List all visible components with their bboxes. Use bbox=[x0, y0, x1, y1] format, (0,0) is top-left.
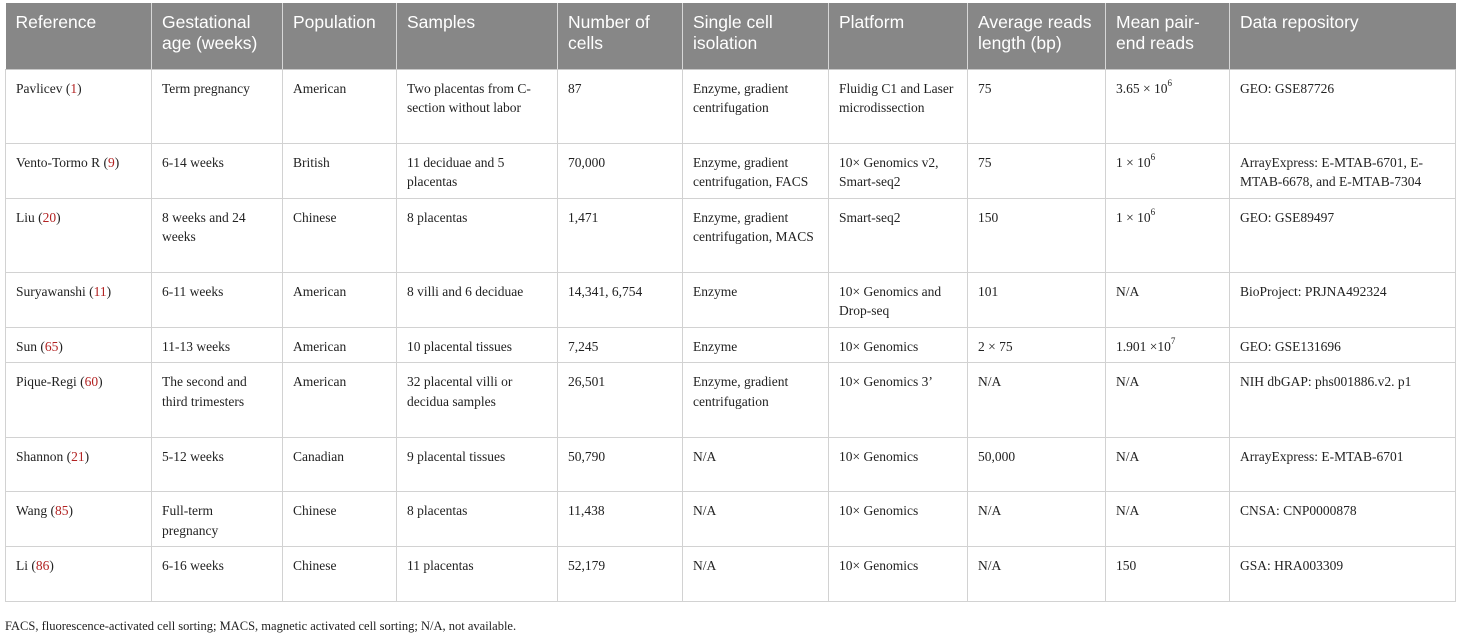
reference-link[interactable]: 1 bbox=[70, 80, 78, 96]
header-number-of-cells: Number of cells bbox=[558, 3, 683, 69]
reference-name: Shannon bbox=[16, 449, 64, 464]
cell-gestational-age: The second and third trimesters bbox=[152, 363, 283, 438]
reference-name: Li bbox=[16, 558, 28, 573]
reference-name: Vento-Tormo R bbox=[16, 154, 101, 170]
cell-data-repository: GEO: GSE131696 bbox=[1230, 327, 1456, 363]
table-row bbox=[6, 69, 1456, 143]
header-reference: Reference bbox=[6, 3, 152, 69]
reference-name: Liu bbox=[16, 209, 35, 225]
reference-name: Wang bbox=[16, 503, 48, 518]
cell-data-repository: ArrayExpress: E-MTAB-6701 bbox=[1230, 438, 1456, 492]
cell-gestational-age: 8 weeks and 24 weeks bbox=[152, 198, 283, 272]
cell-number-of-cells: 50,790 bbox=[558, 438, 683, 492]
cell-mean-pair-end-reads bbox=[1106, 363, 1230, 438]
cell-data-repository: GSA: HRA003309 bbox=[1230, 547, 1456, 602]
cell-platform: Smart-seq2 bbox=[829, 198, 968, 272]
cell-mean-pair-end-reads bbox=[1106, 547, 1230, 602]
cell-reference: Pavlicev (1) bbox=[6, 69, 152, 143]
cell-gestational-age: 11-13 weeks bbox=[152, 327, 283, 363]
cell-number-of-cells: 11,438 bbox=[558, 492, 683, 547]
cell-single-cell-isolation: Enzyme, gradient centrifugation, MACS bbox=[683, 198, 829, 272]
cell-average-reads-length: 101 bbox=[968, 272, 1106, 327]
cell-data-repository: BioProject: PRJNA492324 bbox=[1230, 272, 1456, 327]
cell-reference: Suryawanshi (11) bbox=[6, 272, 152, 327]
data-table bbox=[5, 3, 1456, 602]
cell-mean-pair-end-reads bbox=[1106, 143, 1230, 198]
cell-single-cell-isolation: Enzyme, gradient centrifugation bbox=[683, 363, 829, 438]
cell-mean-pair-end-reads bbox=[1106, 69, 1230, 143]
table-row bbox=[6, 327, 1456, 363]
cell-platform: 10× Genomics 3’ bbox=[829, 363, 968, 438]
cell-population: American bbox=[283, 327, 397, 363]
cell-number-of-cells: 7,245 bbox=[558, 327, 683, 363]
cell-samples: 8 placentas bbox=[397, 492, 558, 547]
reads-value: N/A bbox=[1116, 374, 1140, 389]
reference-link[interactable]: 85 bbox=[55, 503, 69, 518]
cell-population: Canadian bbox=[283, 438, 397, 492]
cell-data-repository: NIH dbGAP: phs001886.v2. p1 bbox=[1230, 363, 1456, 438]
cell-population: American bbox=[283, 69, 397, 143]
cell-average-reads-length: 75 bbox=[968, 69, 1106, 143]
reference-name: Pique-Regi bbox=[16, 374, 77, 389]
cell-samples: 10 placental tissues bbox=[397, 327, 558, 363]
cell-samples: Two placentas from C-section without labor bbox=[397, 69, 558, 143]
reads-value: 1.901 ×10 bbox=[1116, 338, 1171, 354]
cell-number-of-cells: 70,000 bbox=[558, 143, 683, 198]
cell-samples: 11 deciduae and 5 placentas bbox=[397, 143, 558, 198]
reference-name: Pavlicev bbox=[16, 80, 63, 96]
cell-gestational-age: Full-term pregnancy bbox=[152, 492, 283, 547]
cell-gestational-age: 6-14 weeks bbox=[152, 143, 283, 198]
cell-platform: 10× Genomics bbox=[829, 327, 968, 363]
cell-mean-pair-end-reads bbox=[1106, 438, 1230, 492]
reads-exponent: 6 bbox=[1150, 207, 1156, 217]
cell-reference: Wang (85) bbox=[6, 492, 152, 547]
cell-average-reads-length: N/A bbox=[968, 547, 1106, 602]
reference-name: Suryawanshi bbox=[16, 283, 86, 299]
table-header bbox=[6, 3, 1456, 69]
cell-data-repository: GEO: GSE89497 bbox=[1230, 198, 1456, 272]
cell-gestational-age: Term pregnancy bbox=[152, 69, 283, 143]
cell-reference: Vento-Tormo R (9) bbox=[6, 143, 152, 198]
cell-population: Chinese bbox=[283, 547, 397, 602]
reference-link[interactable]: 20 bbox=[42, 209, 57, 225]
cell-average-reads-length: 75 bbox=[968, 143, 1106, 198]
cell-single-cell-isolation: N/A bbox=[683, 547, 829, 602]
cell-mean-pair-end-reads bbox=[1106, 198, 1230, 272]
reads-value: 150 bbox=[1116, 558, 1137, 573]
table-row bbox=[6, 272, 1456, 327]
reads-exponent: 7 bbox=[1170, 336, 1176, 346]
cell-data-repository: ArrayExpress: E-MTAB-6701, E-MTAB-6678, and E-MTAB-7304 bbox=[1230, 143, 1456, 198]
cell-samples: 11 placentas bbox=[397, 547, 558, 602]
cell-single-cell-isolation: Enzyme bbox=[683, 327, 829, 363]
header-platform: Platform bbox=[829, 3, 968, 69]
cell-single-cell-isolation: Enzyme bbox=[683, 272, 829, 327]
table-row bbox=[6, 363, 1456, 438]
cell-data-repository: GEO: GSE87726 bbox=[1230, 69, 1456, 143]
header-gestational-age: Gestational age (weeks) bbox=[152, 3, 283, 69]
reads-exponent: 6 bbox=[1150, 152, 1156, 162]
reads-value: N/A bbox=[1116, 503, 1140, 518]
header-mean-pair-end-reads: Mean pair-end reads bbox=[1106, 3, 1230, 69]
cell-number-of-cells: 52,179 bbox=[558, 547, 683, 602]
cell-reference: Pique-Regi (60) bbox=[6, 363, 152, 438]
header-samples: Samples bbox=[397, 3, 558, 69]
cell-platform: 10× Genomics v2, Smart-seq2 bbox=[829, 143, 968, 198]
cell-platform: 10× Genomics bbox=[829, 438, 968, 492]
cell-gestational-age: 6-11 weeks bbox=[152, 272, 283, 327]
cell-gestational-age: 6-16 weeks bbox=[152, 547, 283, 602]
cell-average-reads-length: 50,000 bbox=[968, 438, 1106, 492]
cell-population: American bbox=[283, 363, 397, 438]
cell-average-reads-length: 2 × 75 bbox=[968, 327, 1106, 363]
cell-single-cell-isolation: N/A bbox=[683, 492, 829, 547]
cell-mean-pair-end-reads bbox=[1106, 327, 1230, 363]
cell-average-reads-length: N/A bbox=[968, 492, 1106, 547]
header-row bbox=[6, 3, 1456, 69]
reads-value: N/A bbox=[1116, 283, 1140, 299]
header-average-reads-length: Average reads length (bp) bbox=[968, 3, 1106, 69]
cell-single-cell-isolation: N/A bbox=[683, 438, 829, 492]
cell-data-repository: CNSA: CNP0000878 bbox=[1230, 492, 1456, 547]
table-row bbox=[6, 143, 1456, 198]
cell-number-of-cells: 87 bbox=[558, 69, 683, 143]
cell-single-cell-isolation: Enzyme, gradient centrifugation, FACS bbox=[683, 143, 829, 198]
cell-number-of-cells: 26,501 bbox=[558, 363, 683, 438]
cell-mean-pair-end-reads bbox=[1106, 272, 1230, 327]
reads-value: 1 × 10 bbox=[1116, 154, 1151, 170]
reference-link[interactable]: 60 bbox=[84, 374, 99, 389]
cell-reference: Liu (20) bbox=[6, 198, 152, 272]
cell-population: Chinese bbox=[283, 198, 397, 272]
cell-single-cell-isolation: Enzyme, gradient centrifugation bbox=[683, 69, 829, 143]
reads-value: 3.65 × 10 bbox=[1116, 80, 1168, 96]
cell-samples: 9 placental tissues bbox=[397, 438, 558, 492]
reads-value: 1 × 10 bbox=[1116, 209, 1151, 225]
reference-link[interactable]: 86 bbox=[35, 558, 50, 573]
header-data-repository: Data repository bbox=[1230, 3, 1456, 69]
cell-samples: 32 placental villi or decidua samples bbox=[397, 363, 558, 438]
header-population: Population bbox=[283, 3, 397, 69]
cell-reference: Li (86) bbox=[6, 547, 152, 602]
cell-number-of-cells: 1,471 bbox=[558, 198, 683, 272]
cell-samples: 8 placentas bbox=[397, 198, 558, 272]
reads-value: N/A bbox=[1116, 449, 1140, 464]
cell-reference: Sun (65) bbox=[6, 327, 152, 363]
cell-platform: Fluidig C1 and Laser microdissection bbox=[829, 69, 968, 143]
table-container bbox=[5, 3, 1455, 602]
cell-average-reads-length: 150 bbox=[968, 198, 1106, 272]
table-footnote: FACS, fluorescence-activated cell sorting; MACS, magnetic activated cell sorting; N/A, not available. bbox=[5, 619, 517, 633]
table-row bbox=[6, 547, 1456, 602]
cell-number-of-cells: 14,341, 6,754 bbox=[558, 272, 683, 327]
table-row bbox=[6, 198, 1456, 272]
cell-platform: 10× Genomics bbox=[829, 547, 968, 602]
reference-link[interactable]: 21 bbox=[71, 449, 85, 464]
cell-platform: 10× Genomics and Drop-seq bbox=[829, 272, 968, 327]
table-body bbox=[6, 69, 1456, 602]
reference-link[interactable]: 65 bbox=[44, 338, 59, 354]
header-single-cell-isolation: Single cell isolation bbox=[683, 3, 829, 69]
table-row bbox=[6, 438, 1456, 492]
cell-reference: Shannon (21) bbox=[6, 438, 152, 492]
cell-gestational-age: 5-12 weeks bbox=[152, 438, 283, 492]
reference-name: Sun bbox=[16, 338, 38, 354]
cell-mean-pair-end-reads bbox=[1106, 492, 1230, 547]
table-row bbox=[6, 492, 1456, 547]
cell-population: Chinese bbox=[283, 492, 397, 547]
cell-average-reads-length: N/A bbox=[968, 363, 1106, 438]
reference-link[interactable]: 11 bbox=[93, 283, 107, 299]
reference-link[interactable]: 9 bbox=[108, 154, 115, 170]
cell-samples: 8 villi and 6 deciduae bbox=[397, 272, 558, 327]
cell-population: American bbox=[283, 272, 397, 327]
cell-population: British bbox=[283, 143, 397, 198]
reads-exponent: 6 bbox=[1167, 78, 1172, 88]
cell-platform: 10× Genomics bbox=[829, 492, 968, 547]
